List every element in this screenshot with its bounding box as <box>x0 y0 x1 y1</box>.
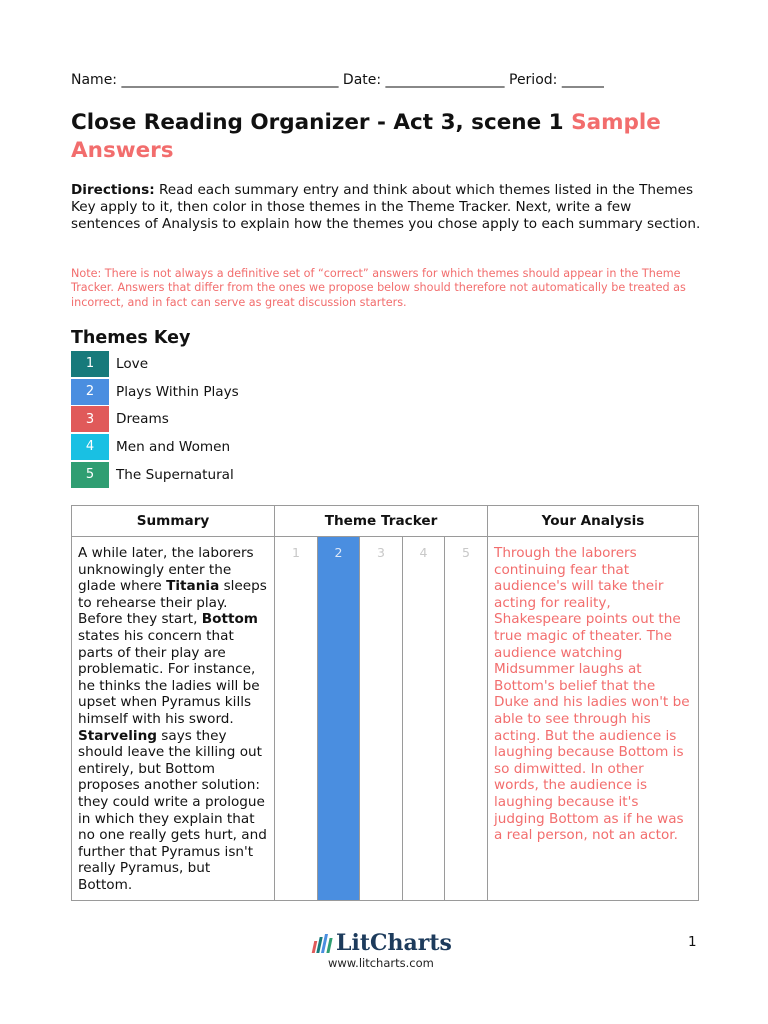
analysis-cell[interactable]: Through the laborers continuing fear that audience's will take their acting for reality, Shakespeare points out the true magic of theater. The audience watching Midsummer laughs at Bottom's belief that the Duke and his ladies won't be able to see through his acting. But the audience is laughing because Bottom is so dimwitted. In other words, the audience is laughing because it's judging Bottom as if he was a real person, not an actor. <box>488 537 699 901</box>
themes-key-list <box>71 350 239 488</box>
title-main: Close Reading Organizer - Act 3, scene 1 <box>71 110 564 135</box>
character-name: Bottom <box>201 611 258 628</box>
page-number: 1 <box>688 934 697 950</box>
theme-tracker-table <box>71 505 699 901</box>
summary-text: states his concern that parts of their play are problematic. For instance, he thinks the ladies will be upset when Pyramus kills himself with his sword. <box>78 627 260 727</box>
logo-text: LitCharts <box>336 930 452 956</box>
theme-key-item <box>71 405 239 433</box>
theme-label-plays-within-plays: Plays Within Plays <box>116 383 239 400</box>
theme-label-men-and-women: Men and Women <box>116 438 231 455</box>
page-title <box>71 109 711 165</box>
title-sample-answers: Sample Answers <box>71 110 661 163</box>
student-info-line: Name: _______________________________ Date: _________________ Period: ______ <box>71 72 604 88</box>
directions-text: Read each summary entry and think about which themes listed in the Themes Key apply to it, then color in those themes in the Theme Tracker. Next, write a few sentences of Analysis to explain how the themes you chose apply to each summary section. <box>71 182 701 232</box>
summary-text: sleeps to rehearse their play. Before they start, <box>78 578 267 628</box>
theme-label-love: Love <box>116 355 149 372</box>
litcharts-logo <box>313 930 452 956</box>
theme-swatch-1: 1 <box>71 351 109 377</box>
footer-url[interactable]: www.litcharts.com <box>328 956 434 970</box>
summary-text: A while later, the laborers unknowingly enter the glade where <box>78 545 254 595</box>
theme-swatch-5: 5 <box>71 462 109 488</box>
directions-label: Directions: <box>71 182 155 198</box>
theme-swatch-4: 4 <box>71 434 109 460</box>
theme-key-item <box>71 433 239 461</box>
summary-cell <box>72 537 275 901</box>
theme-swatch-2: 2 <box>71 379 109 405</box>
theme-tracker-cell-3[interactable]: 3 <box>360 537 403 901</box>
theme-key-item <box>71 350 239 378</box>
theme-key-item <box>71 378 239 406</box>
theme-tracker-cell-1[interactable]: 1 <box>275 537 318 901</box>
theme-tracker-header: Theme Tracker <box>275 506 488 537</box>
character-name: Titania <box>166 578 220 595</box>
logo-bars-icon <box>313 933 333 953</box>
note: Note: There is not always a definitive set of “correct” answers for which themes should appear in the Theme Tracker. Answers that differ from the ones we propose below should therefore not automatically be treated as incorrect, and in fact can serve as great discussion starters. <box>71 267 686 309</box>
summary-text: says they should leave the killing out entirely, but Bottom proposes another solution: they could write a prologue in which they explain that no one really gets hurt, and further that Pyramus isn't really Pyramus, but Bottom. <box>78 727 267 893</box>
table-header-row <box>72 506 699 537</box>
character-name: Starveling <box>78 727 157 744</box>
analysis-header: Your Analysis <box>488 506 699 537</box>
theme-tracker-cell-4[interactable]: 4 <box>403 537 445 901</box>
themes-key-title: Themes Key <box>71 328 191 348</box>
summary-header: Summary <box>72 506 275 537</box>
theme-tracker-cell-5[interactable]: 5 <box>445 537 488 901</box>
theme-swatch-3: 3 <box>71 406 109 432</box>
theme-tracker-cell-2[interactable]: 2 <box>318 537 360 901</box>
theme-label-dreams: Dreams <box>116 411 169 428</box>
logo-bar <box>326 938 332 953</box>
directions <box>71 182 701 233</box>
table-row <box>72 537 699 901</box>
theme-label-supernatural: The Supernatural <box>116 466 234 483</box>
theme-key-item <box>71 461 239 489</box>
